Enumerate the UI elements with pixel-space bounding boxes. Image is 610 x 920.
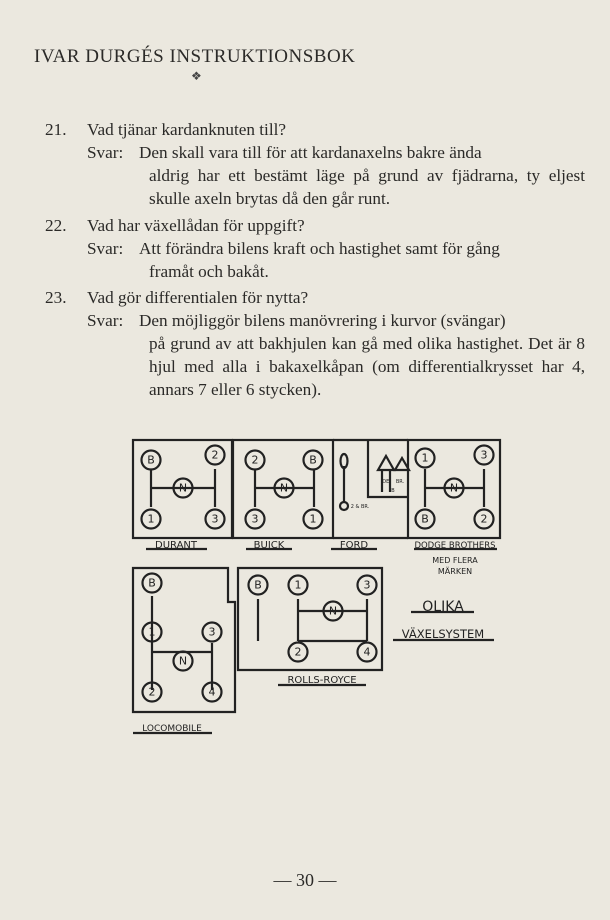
caption-ford: FORD — [339, 540, 369, 551]
dodge-note-line2: MÄRKEN — [437, 567, 473, 576]
locomobile-gate — [152, 596, 212, 690]
rolls-gate — [258, 599, 367, 641]
ford-lever-base — [340, 502, 348, 510]
ford-pedal-2 — [395, 458, 409, 470]
locomobile-gear-label: N — [178, 654, 188, 668]
dodge-gear-label: 3 — [480, 448, 488, 462]
ornament-icon: ❖ — [191, 69, 202, 83]
caption-rolls: ROLLS-ROYCE — [287, 675, 357, 686]
answer-label: Svar: — [87, 311, 124, 330]
buick-gear-label: 2 — [251, 453, 259, 467]
answer-text-rest: på grund av att bakhjulen kan gå med olika hastighet. Det är 8 hjul med alla i bakaxelkåpan (om differentialkrysset har 4, annars 7 eller 6 stycken). — [149, 334, 585, 399]
locomobile-gear-label: 1 — [148, 625, 156, 639]
answer-text-first: Den möjliggör bilens manövrering i kurvor (svängar) — [139, 311, 506, 330]
question-number: 21. — [45, 120, 67, 139]
rolls-gear-label: 2 — [294, 645, 302, 659]
durant-gear-label: 1 — [147, 512, 155, 526]
answer-text-rest: aldrig har ett bestämt läge på grund av fjädrarna, ty eljest skulle axeln brytas då den går runt. — [149, 166, 585, 208]
dodge-note-line1: MED FLERA — [432, 556, 478, 565]
buick-gear-label: N — [279, 481, 289, 495]
ford-pedal-1 — [378, 456, 394, 492]
ford-pedal-label: IDE — [380, 479, 390, 485]
answer-text-first: Att förändra bilens kraft och hastighet samt för gång — [139, 239, 500, 258]
rolls-gear-label: B — [254, 578, 262, 592]
caption-locomobile: LOCOMOBILE — [142, 724, 202, 734]
caption-dodge: DODGE BROTHERS — [414, 541, 496, 551]
running-head: IVAR DURGÉS INSTRUKTIONSBOK — [34, 46, 356, 67]
buick-gear-label: 3 — [251, 512, 259, 526]
ford-partition — [368, 440, 408, 497]
caption-buick: BUICK — [253, 540, 285, 551]
dodge-gear-label: B — [421, 512, 429, 526]
locomobile-gear-label: 2 — [148, 685, 156, 699]
rolls-gear-label: 3 — [363, 578, 371, 592]
ford-lever-label: 2 & BR. — [350, 504, 370, 510]
rolls-gear-label: 4 — [363, 645, 371, 659]
caption-durant: DURANT — [155, 540, 197, 551]
answer-text-rest: framåt och bakåt. — [149, 262, 269, 281]
buick-gear-label: 1 — [309, 512, 317, 526]
buick-gear-label: B — [309, 453, 317, 467]
question-number: 22. — [45, 216, 67, 235]
locomobile-gear-label: 3 — [208, 625, 216, 639]
question-text: Vad tjänar kardanknuten till? — [87, 120, 287, 139]
ford-pedal-label: B — [391, 488, 395, 494]
dodge-gear-label: 2 — [480, 512, 488, 526]
locomobile-gear-label: B — [148, 576, 156, 590]
ford-lever-knob — [341, 454, 348, 468]
diagram-title-line2: VÄXELSYSTEM — [401, 627, 485, 641]
rolls-gear-label: N — [328, 604, 338, 618]
ford-pedal-label: BR. — [395, 479, 405, 485]
question-text: Vad gör differentialen för nytta? — [87, 288, 309, 307]
dodge-gear-label: N — [449, 481, 459, 495]
answer-text-first: Den skall vara till för att kardanaxelns bakre ända — [139, 143, 482, 162]
durant-gear-label: N — [178, 481, 188, 495]
rolls-gear-label: 1 — [294, 578, 302, 592]
durant-gear-label: 3 — [211, 512, 219, 526]
answer-label: Svar: — [87, 143, 124, 162]
durant-gear-label: B — [147, 453, 155, 467]
question-number: 23. — [45, 288, 67, 307]
durant-gear-label: 2 — [211, 448, 219, 462]
diagram-title-line1: OLIKA — [422, 599, 464, 615]
dodge-gear-label: 1 — [421, 451, 429, 465]
locomobile-gear-label: 4 — [208, 685, 216, 699]
page-number: — 30 — — [273, 870, 337, 890]
answer-label: Svar: — [87, 239, 124, 258]
question-text: Vad har växellådan för uppgift? — [87, 216, 305, 235]
